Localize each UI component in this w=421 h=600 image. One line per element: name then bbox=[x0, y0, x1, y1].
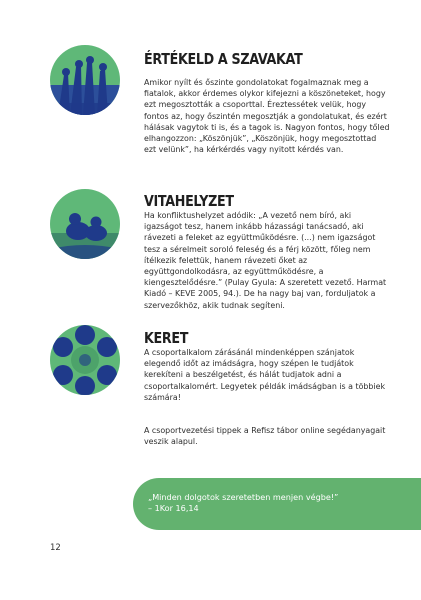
source-note: A csoportvezetési tippek a Refisz tábor online segédanyagait veszik alapul. bbox=[144, 426, 386, 447]
quote-text: „Minden dolgotok szeretetben menjen végbe!” bbox=[148, 492, 339, 502]
couple-sitting-photo bbox=[50, 189, 120, 259]
bible-quote bbox=[148, 492, 398, 514]
section-title: KERET bbox=[144, 329, 189, 347]
quote-reference: – 1Kor 16,14 bbox=[148, 503, 199, 513]
group-circle-photo bbox=[50, 325, 120, 395]
couple-sitting-icon bbox=[50, 189, 120, 259]
section-body: A csoportalkalom zárásánál mindenképpen szánjatok elegendő időt az imádságra, hogy szépen le tudjátok kerekíteni a beszélgetést, és hálát tudjatok adni a csoportalkalomért. Legyetek példák imádságban is a többiek számára! bbox=[144, 348, 386, 402]
page-number: 12 bbox=[50, 543, 61, 553]
hands-raised-icon bbox=[50, 45, 120, 115]
section-title: VITAHELYZET bbox=[144, 192, 234, 210]
section-body: Ha konfliktushelyzet adódik: „A vezető nem bíró, aki igazságot tesz, hanem inkább házassági tanácsadó, aki rávezeti a feleket az együttműködésre. (...) nem igazságot tesz a sérelmeit soroló feleség és a férj között, főleg nem ítélkezik felettük, hanem rávezeti őket az együttgondolkodásra, az együttműködésre, a kiengesztelődésre.” (Pulay Gyula: A szeretett vezető. Harmat Kiadó – KEVE 2005, 94.). De ha nagy baj van, forduljatok a szervezőkhöz, akik tudnak segíteni. bbox=[144, 211, 387, 310]
group-circle-icon bbox=[50, 325, 120, 395]
hands-raised-photo bbox=[50, 45, 120, 115]
section-title: ÉRTÉKELD A SZAVAKAT bbox=[144, 50, 303, 68]
section-body: Amikor nyílt és őszinte gondolatokat fogalmaznak meg a fiatalok, akkor érdemes olykor kifejezni a köszöneteket, hogy ezt megosztották a csoporttal. Éreztessétek velük, hogy fontos az, hogy őszintén megosztják a gondolatukat, és ezért hálásak vagytok ti is, és a tagok is. Nagyon fontos, hogy tőled elhangozzon: „Köszönjük”, „Köszönjük, hogy megosztottad ezt velünk”, ha kérkérdés vagy nyitott kérdés van. bbox=[144, 78, 390, 155]
